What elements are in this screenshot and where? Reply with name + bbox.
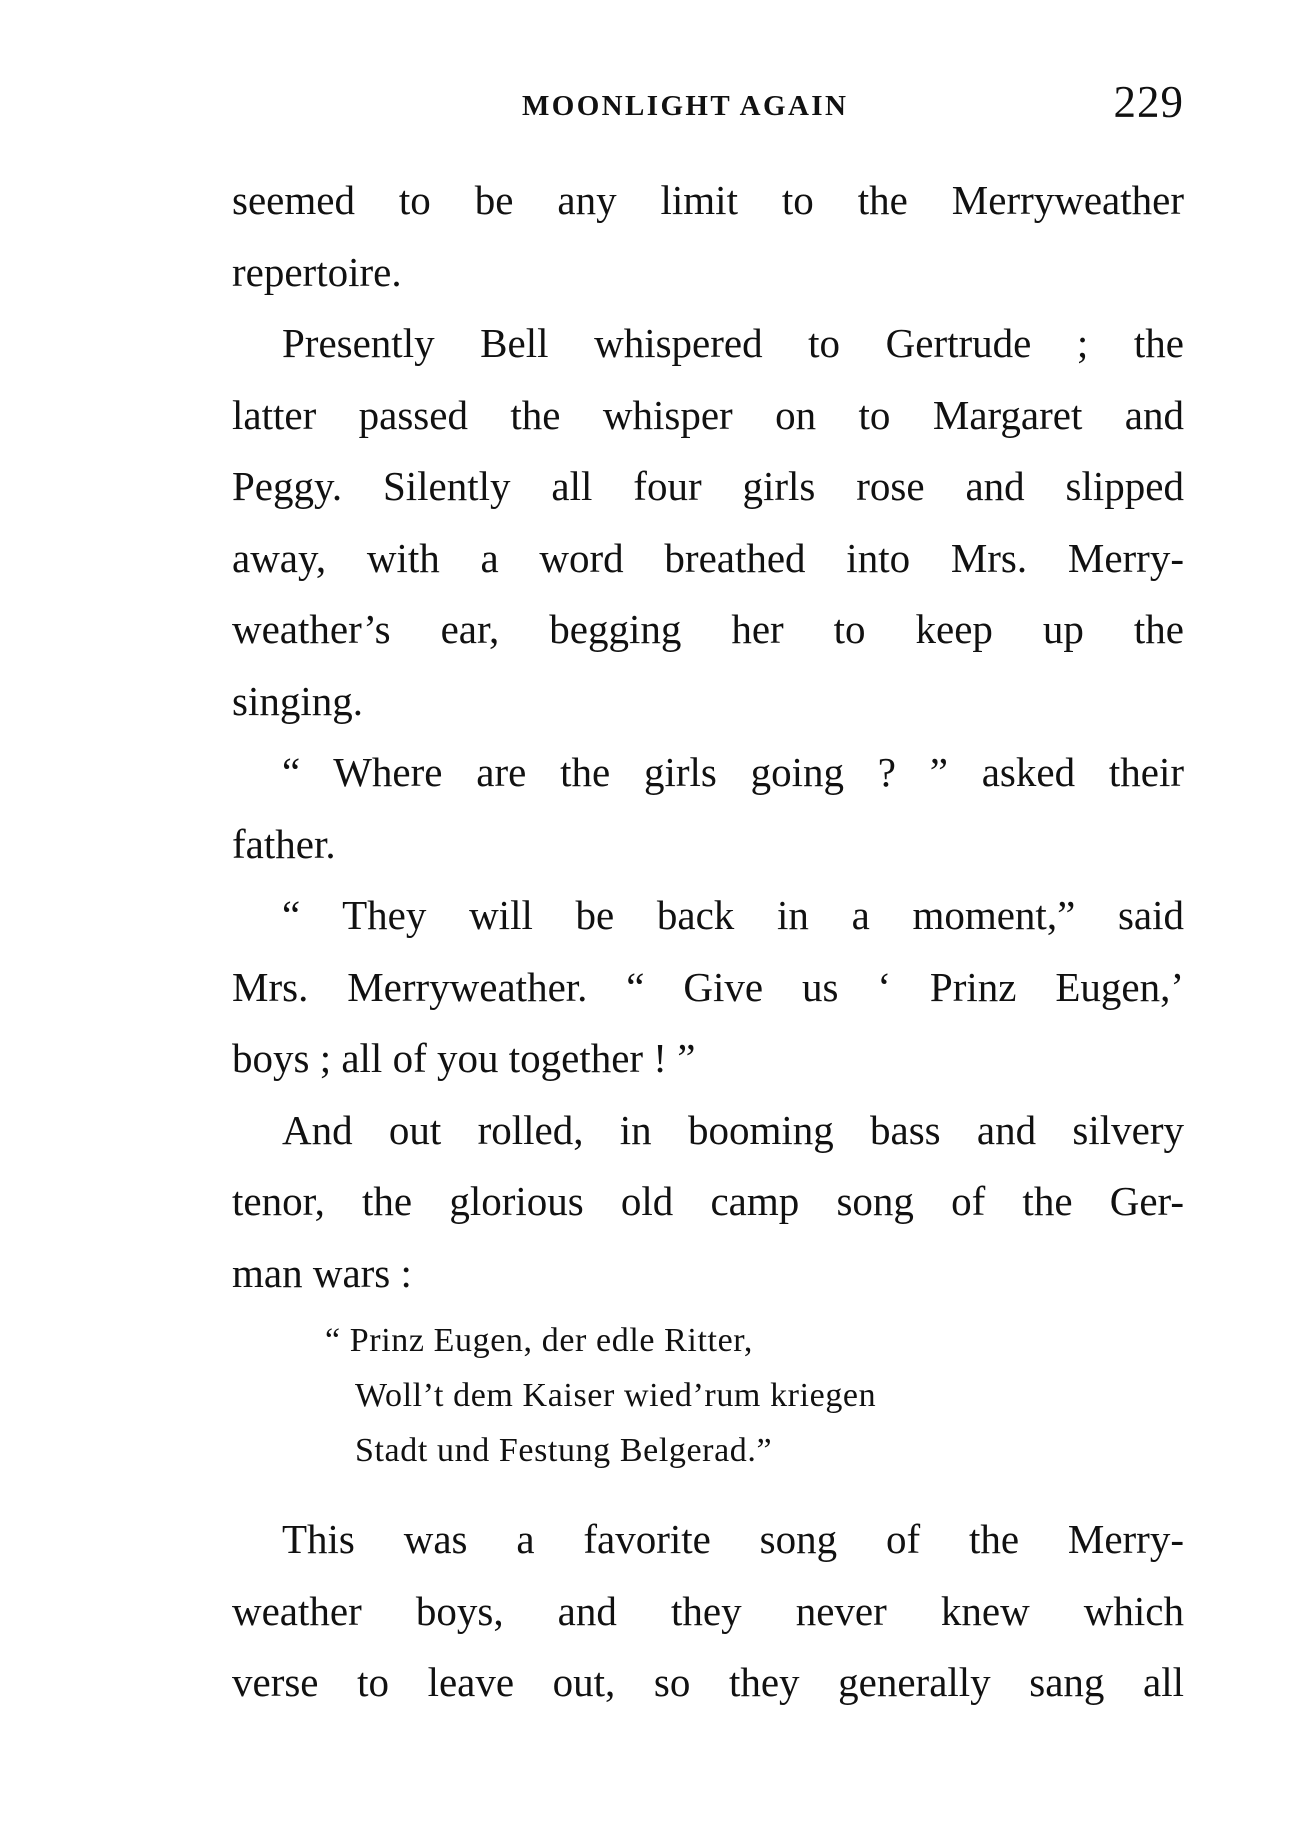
text-line: seemed to be any limit to the Merryweather: [232, 177, 1184, 223]
body-text: [232, 165, 1184, 1309]
text-line: weather’s ear, begging her to keep up the: [232, 606, 1184, 652]
text-line: weather boys, and they never knew which: [232, 1587, 1184, 1634]
text-line: This was a favorite song of the Merry-: [282, 1516, 1184, 1562]
body-text-continued: [232, 1504, 1184, 1719]
text-line: verse to leave out, so they generally sang all: [232, 1659, 1184, 1705]
verse-quotation: [325, 1313, 876, 1478]
text-line: “ They will be back in a moment,” said: [282, 892, 1184, 938]
text-line: Mrs. Merryweather. “ Give us ‘ Prinz Eugen,’: [232, 963, 1184, 1010]
text-line: boys ; all of you together ! ”: [232, 1035, 696, 1081]
text-line: repertoire.: [232, 248, 402, 295]
text-line: father.: [232, 820, 336, 867]
verse-line: Stadt und Festung Belgerad.”: [355, 1432, 773, 1469]
page-number: 229: [1113, 77, 1184, 127]
text-line: man wars :: [232, 1249, 412, 1296]
verse-line: Woll’t dem Kaiser wied’rum kriegen: [355, 1377, 877, 1414]
text-line: “ Where are the girls going ? ” asked their: [282, 749, 1184, 795]
text-line: Peggy. Silently all four girls rose and slipped: [232, 463, 1184, 509]
text-line: Presently Bell whispered to Gertrude ; the: [282, 320, 1184, 366]
running-title: MOONLIGHT AGAIN: [522, 90, 849, 122]
text-line: away, with a word breathed into Mrs. Merry-: [232, 534, 1184, 581]
text-line: latter passed the whisper on to Margaret and: [232, 391, 1184, 438]
text-line: And out rolled, in booming bass and silvery: [282, 1106, 1184, 1153]
text-line: singing.: [232, 677, 363, 724]
running-head: [232, 78, 1184, 138]
text-line: tenor, the glorious old camp song of the Ger-: [232, 1178, 1184, 1224]
verse-line: “ Prinz Eugen, der edle Ritter,: [325, 1322, 753, 1359]
